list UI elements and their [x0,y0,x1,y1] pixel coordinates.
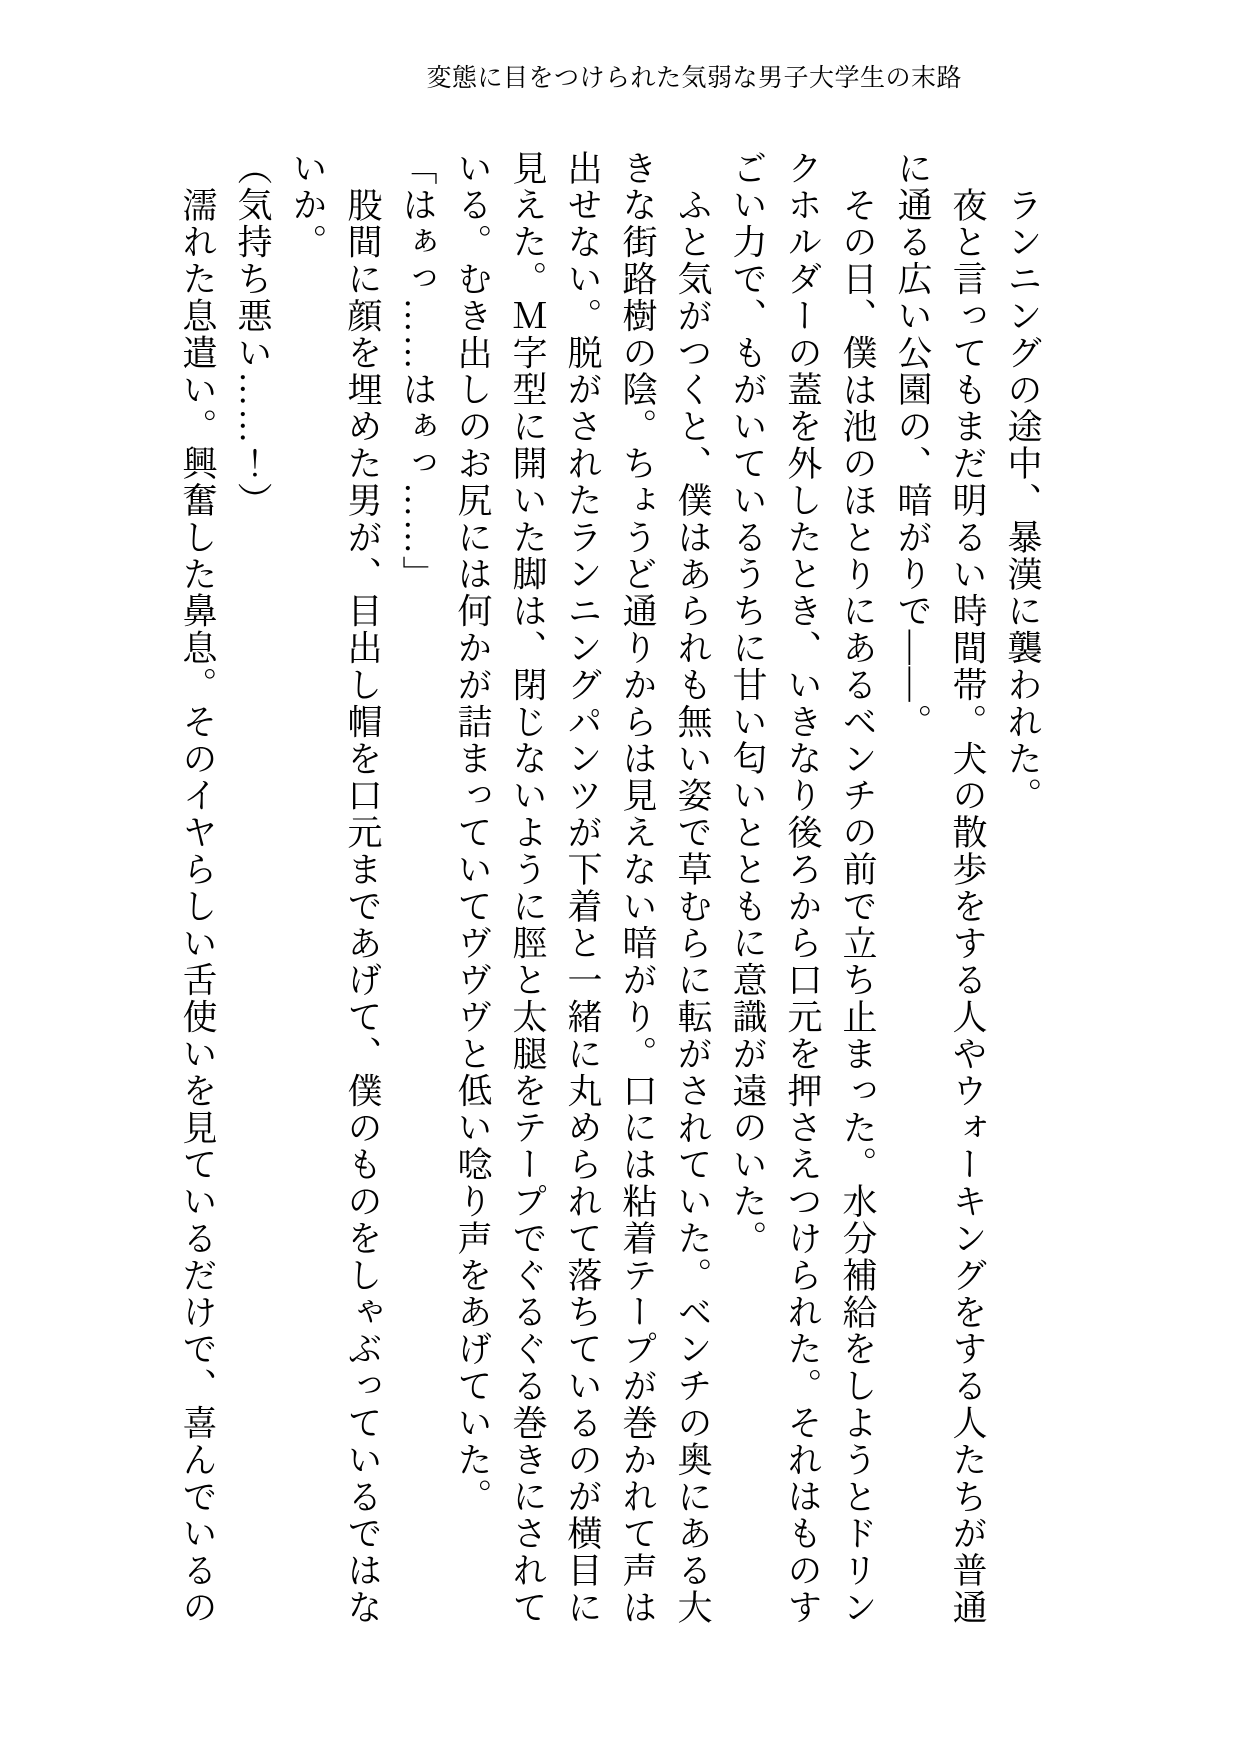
paragraph: （気持ち悪い……！） [233,150,272,519]
paragraph: 「はぁっ……はぁっ……」 [398,150,437,593]
page-header-title: 変態に目をつけられた気弱な男子大学生の末路 [426,65,962,92]
paragraph: 濡れた息遣い。興奮した鼻息。そのイヤらしい舌使いを見ているだけで、喜んでいるの [178,187,217,1627]
paragraph: その日、僕は池のほとりにあるベンチの前で立ち止まった。水分補給をしようとドリンクホルダーの蓋を外したとき、いきなり後ろから口元を押さえつけられた。それはものすごい力で、もがいているうちに甘い匂いとともに意識が遠のいた。 [728,150,877,1627]
paragraph: 股間に顔を埋めた男が、目出し帽を口元まであげて、僕のものをしゃぶっているではないか。 [288,150,382,1627]
paragraph: ふと気がつくと、僕はあられも無い姿で草むらに転がされていた。ベンチの奥にある大きな街路樹の陰。ちょうど通りからは見えない暗がり。口には粘着テープが巻かれて声は出せない。脱がされたランニングパンツが下着と一緒に丸められて落ちているのが横目に見えた。Ｍ字型に開いた脚は、閉じないように脛と太腿をテープでぐるぐる巻きにされている。むき出しのお尻には何かが詰まっていてヴヴヴと低い唸り声をあげていた。 [453,150,712,1627]
body-text [170,150,1050,1630]
paragraph: ランニングの途中、暴漢に襲われた。 [1003,187,1042,815]
paragraph: 夜と言ってもまだ明るい時間帯。犬の散歩をする人やウォーキングをする人たちが普通に通る広い公園の、暗がりで――。 [893,150,987,1627]
